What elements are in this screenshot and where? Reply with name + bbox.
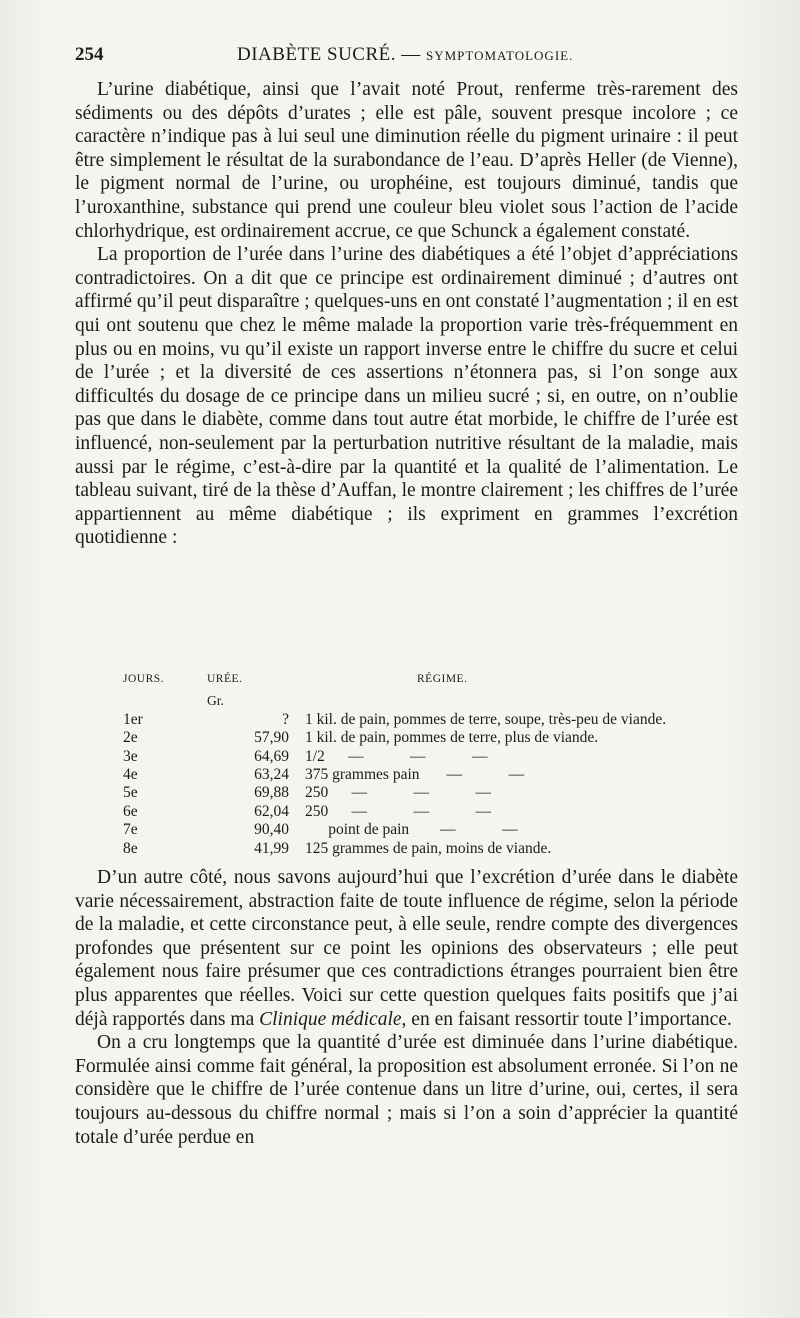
table-row <box>115 840 705 858</box>
body-text-bottom <box>75 866 738 1149</box>
row-regime: 375 grammes pain — — <box>305 766 525 784</box>
uree-table <box>115 670 705 858</box>
table-row <box>115 821 705 839</box>
clinique-medicale-title: Clinique médicale <box>259 1008 402 1030</box>
row-uree: 64,69 <box>254 747 289 765</box>
table-row <box>115 729 705 747</box>
table-row <box>115 711 705 729</box>
paragraph-periode-end: , en en faisant ressortir toute l’importance. <box>401 1008 732 1030</box>
header-uree: URÉE. <box>207 673 243 685</box>
row-regime: 250 — — — <box>305 784 491 802</box>
paragraph-periode <box>75 866 738 1031</box>
page-header <box>75 44 738 68</box>
row-day: 6e <box>123 802 138 820</box>
row-day: 1er <box>123 710 143 728</box>
row-day: 2e <box>123 729 138 747</box>
table-row <box>115 784 705 802</box>
row-uree: 62,04 <box>254 802 289 820</box>
paragraph-periode-text: D’un autre côté, nous savons aujourd’hui que l’excrétion d’urée dans le diabète varie nécessairement, abstraction faite de toute influence de régime, selon la période de la maladie, et cette circonstance peut, à elle seule, rendre compte des divergences profondes que présentent sur ce point les opinions des observateurs ; elle peut également nous faire présumer que ces contradictions étranges pourraient bien être plus apparentes que réelles. Voici sur cette question quelques faits positifs que j’ai déjà rapportés dans ma <box>75 867 738 1030</box>
row-uree: 41,99 <box>254 839 289 857</box>
row-uree: 90,40 <box>254 821 289 839</box>
row-day: 4e <box>123 766 138 784</box>
row-regime: 1 kil. de pain, pommes de terre, soupe, très-peu de viande. <box>305 710 667 728</box>
row-uree: 69,88 <box>254 784 289 802</box>
unit-label: Gr. <box>207 693 224 709</box>
paragraph-urine: L’urine diabétique, ainsi que l’avait noté Prout, renferme très-rarement des sédiments ou des dépôts d’urates ; elle est pâle, souvent presque incolore ; ce caractère n’indique pas à lui seul une diminution réelle du pigment urinaire : il peut être simplement le résultat de la surabondance de l’eau. D’après Heller (de Vienne), le pigment normal de l’urine, ou urophéine, est toujours diminué, tandis que l’uroxanthine, substance qui prend une couleur bleu violet sous l’action de l’acide chlorhydrique, est ordinairement accrue, ce que Schunck a également constaté. <box>75 79 738 242</box>
row-regime: 250 — — — <box>305 802 491 820</box>
uree-table-grid <box>115 670 705 858</box>
paragraph-quantite: On a cru longtemps que la quantité d’urée est diminuée dans l’urine diabétique. Formulée ainsi comme fait général, la proposition est absolument erronée. Si l’on ne considère que le chiffre de l’urée contenue dans un litre d’urine, oui, certes, il sera toujours au-dessous du chiffre normal ; mais si l’on a soin d’apprécier la quantité totale d’urée perdue en <box>75 1032 738 1148</box>
table-header-row <box>115 670 705 692</box>
body-text-top <box>75 78 738 550</box>
running-title-main: DIABÈTE SUCRÉ. <box>237 44 396 65</box>
paragraph-uree: La proportion de l’urée dans l’urine des diabétiques a été l’objet d’appréciations contradictoires. On a dit que ce principe est ordinairement diminué ; d’autres ont affirmé qu’il peut disparaître ; quelques-uns en ont constaté l’augmentation ; il en est qui ont soutenu que chez le même malade la proportion varie très-fréquemment en plus ou en moins, vu qu’il existe un rapport inverse entre le chiffre du sucre et celui de l’urée ; et la diversité de ces assertions n’étonnera pas, si l’on songe aux difficultés du dosage de ce principe dans un milieu sucré ; si, en outre, on n’oublie pas que dans le diabète, comme dans tout autre état morbide, le chiffre de l’urée est influencé, non-seulement par la perturbation nutritive résultant de la maladie, mais aussi par le régime, c’est-à-dire par la quantité et la qualité de l’alimentation. Le tableau suivant, tiré de la thèse d’Auffan, le montre clairement ; les chiffres de l’urée appartiennent au même diabétique ; ils expriment en grammes l’excrétion quotidienne : <box>75 244 738 549</box>
running-title-sub: SYMPTOMATOLOGIE. <box>426 48 574 63</box>
table-row <box>115 766 705 784</box>
row-uree: 57,90 <box>254 729 289 747</box>
page-number: 254 <box>75 44 104 65</box>
row-day: 3e <box>123 747 138 765</box>
row-uree: 63,24 <box>254 766 289 784</box>
table-row <box>115 748 705 766</box>
header-jours: JOURS. <box>123 673 165 685</box>
row-day: 7e <box>123 821 138 839</box>
row-regime: 1/2 — — — <box>305 747 488 765</box>
row-regime: 125 grammes de pain, moins de viande. <box>305 839 552 857</box>
row-day: 5e <box>123 784 138 802</box>
running-title-separator: — <box>401 44 421 65</box>
running-title <box>237 44 573 66</box>
table-unit-row <box>115 692 705 710</box>
header-regime: RÉGIME. <box>417 673 468 685</box>
table-row <box>115 803 705 821</box>
row-day: 8e <box>123 839 138 857</box>
row-regime: point de pain — — <box>305 821 518 839</box>
row-regime: 1 kil. de pain, pommes de terre, plus de viande. <box>305 729 599 747</box>
row-uree: ? <box>282 710 289 728</box>
